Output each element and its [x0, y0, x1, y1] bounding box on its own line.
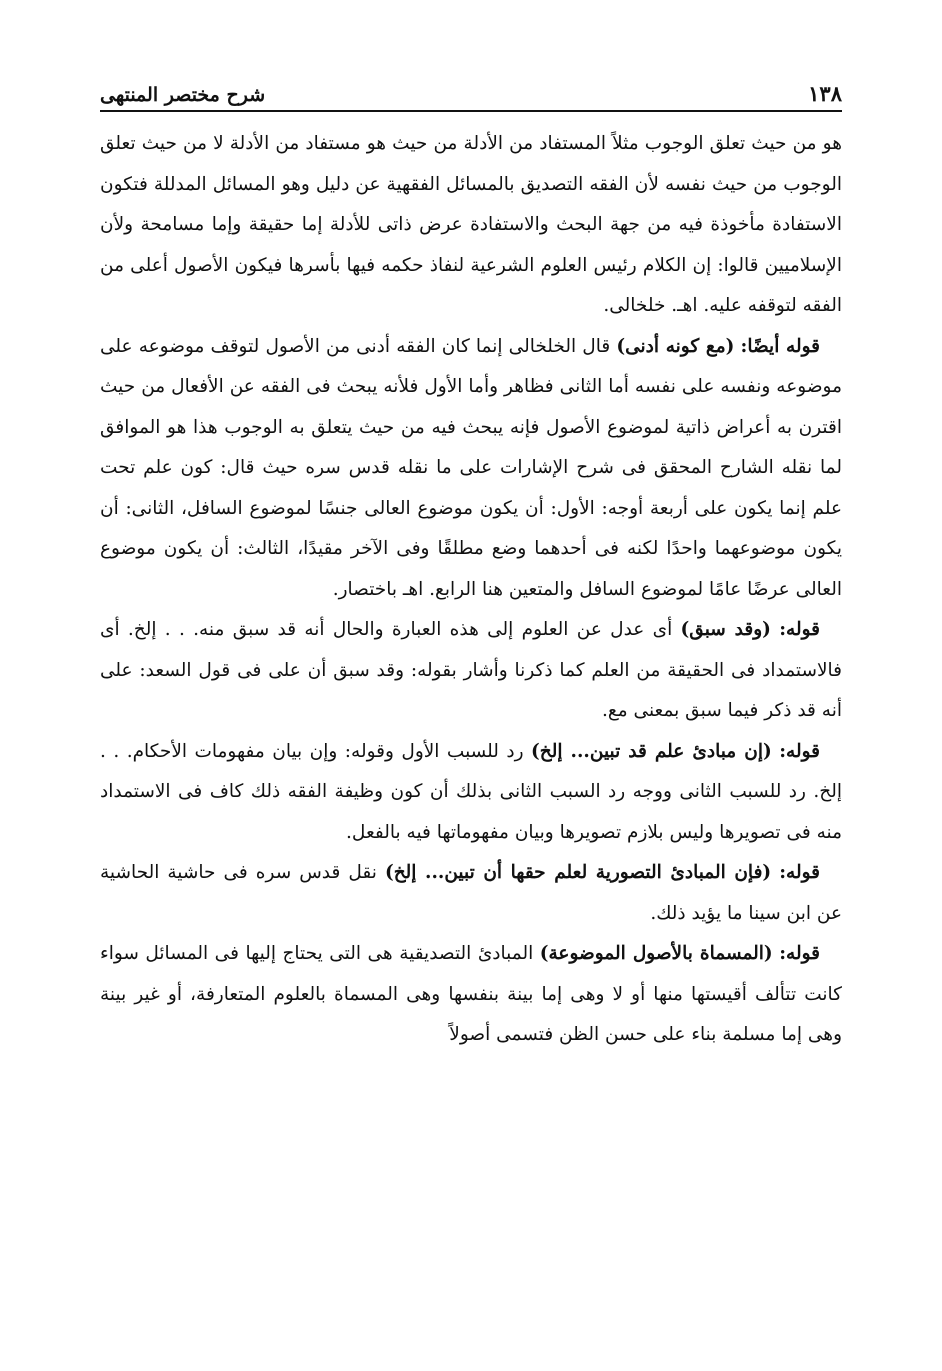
commentary-body — [100, 124, 842, 1056]
quoted-phrase: (مع كونه أدنى) — [616, 335, 735, 357]
paragraph — [100, 327, 842, 611]
paragraph-lead: قوله: — [779, 619, 820, 640]
paragraph-text: المبادئ التصديقية هى التى يحتاج إليها فى المسائل سواء كانت تتألف أقيستها منها أو لا وهى إما بينة بنفسها وهى المسماة بالعلوم المتعارفة، أو غير بينة وهى إما مسلمة بناء على حسن الظن فتسمى أصولاً — [100, 943, 842, 1045]
paragraph — [100, 732, 842, 854]
paragraph-lead: قوله: — [779, 943, 820, 964]
quoted-phrase: (المسماة بالأصول الموضوعة) — [539, 943, 773, 964]
paragraph-lead: قوله أيضًا: — [740, 335, 820, 357]
paragraph-text: أى عدل عن العلوم إلى هذه العبارة والحال أنه قد سبق منه. . . إلخ. أى فالاستمداد فى الحقيقة من العلم كما ذكرنا وأشار بقوله: وقد سبق أن على فى قول السعد: على أنه قد ذكر فيما سبق بمعنى مع. — [100, 619, 842, 721]
paragraph-text: قال الخلخالى إنما كان الفقه أدنى من الأصول لتوقف موضوعه على موضوعه ونفسه على نفسه أما الثانى فظاهر وأما الأول فلأنه يبحث فى الفقه عن الأفعال من حيث اقترن به أعراض ذاتية لموضوع الأصول فإنه يبحث فيه من حيث يتعلق به الوجوب هذا هو الموافق لما نقله الشارح المحقق فى شرح الإشارات على ما نقله قدس سره حيث قال: كون علم تحت علم إنما يكون على أربعة أوجه: الأول: أن يكون موضوع العالى جنسًا لموضوع السافل، الثانى: أن يكون موضوعهما واحدًا لكنه فى أحدهما وضع مطلقًا وفى الآخر مقيدًا، الثالث: أن يكون موضوع العالى عرضًا عامًا لموضوع السافل والمتعين هنا الرابع. اهـ باختصار. — [100, 335, 842, 600]
paragraph — [100, 124, 842, 327]
paragraph-lead: قوله: — [779, 862, 821, 883]
paragraph-lead: قوله: — [779, 740, 820, 762]
quoted-phrase: (فإن المبادئ التصورية لعلم حقها أن تبين... إلخ) — [384, 862, 772, 883]
page-header — [100, 70, 842, 112]
paragraph — [100, 853, 842, 934]
running-title: شرح مختصر المنتهى — [100, 84, 266, 106]
quoted-phrase: (إن مبادئ علم قد تبين... إلخ) — [531, 740, 772, 762]
page-number: ١٣٨ — [808, 81, 842, 106]
paragraph — [100, 610, 842, 732]
paragraph-text: نقل قدس سره فى حاشية الحاشية عن ابن سينا ما يؤيد ذلك. — [100, 862, 842, 924]
quoted-phrase: (وقد سبق) — [680, 619, 771, 640]
paragraph — [100, 934, 842, 1056]
paragraph-text: هو من حيث تعلق الوجوب مثلاً المستفاد من الأدلة من حيث هو مستفاد من الأدلة لا من حيث تعلق الوجوب من حيث نفسه لأن الفقه التصديق بالمسائل الفقهية عن دليل وهو المسائل المدللة فتكون الاستفادة مأخوذة فيه من جهة البحث والاستفادة عرض ذاتى للأدلة إما حقيقة وإما مسامحة ولأن الإسلاميين قالوا: إن الكلام رئيس العلوم الشرعية لنفاذ حكمه فيها بأسرها فيكون الأصول أعلى من الفقه لتوقفه عليه. اهـ. خلخالى. — [100, 133, 842, 316]
paragraph-text: رد للسبب الأول وقوله: وإن بيان مفهومات الأحكام. . . إلخ. رد للسبب الثانى ووجه رد السبب الثانى بذلك أن كون وظيفة الفقه ذلك كاف فى الاستمداد منه فى تصويرها وليس بلازم تصويرها وبيان مفهوماتها فيه بالفعل. — [100, 740, 842, 843]
